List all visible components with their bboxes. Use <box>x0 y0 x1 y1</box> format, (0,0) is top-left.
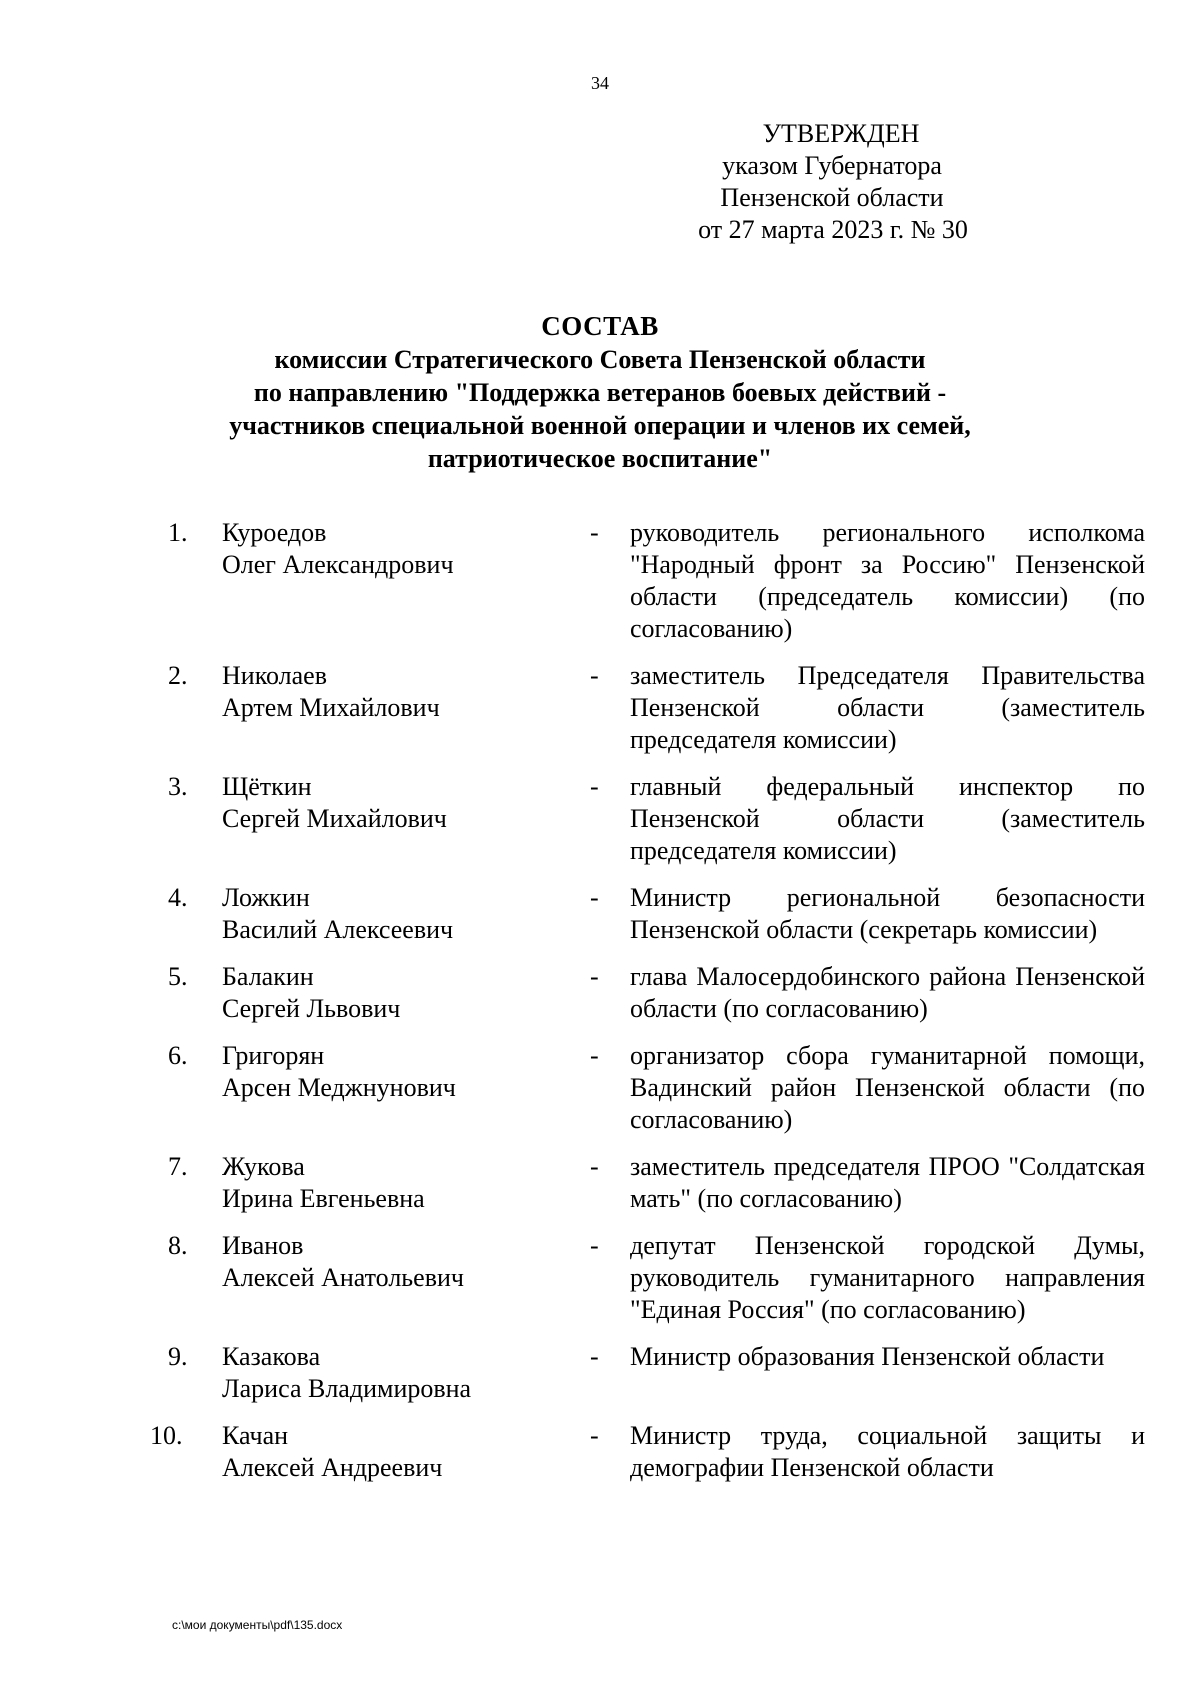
page-number: 34 <box>591 73 609 93</box>
member-number: 1. <box>168 518 188 547</box>
member-role: глава Малосердобинского района Пензенской области (по согласованию) <box>630 962 1145 1023</box>
member-role: заместитель Председателя Правительства Пензенской области (заместитель председателя комиссии) <box>630 661 1145 754</box>
member-surname: Щёткин <box>222 772 312 801</box>
member-given-names: Сергей Михайлович <box>222 804 447 833</box>
member-surname: Николаев <box>222 661 327 690</box>
member-item <box>150 1341 1145 1405</box>
member-role: заместитель председателя ПРОО "Солдатская мать" (по согласованию) <box>630 1152 1145 1213</box>
member-number: 7. <box>168 1152 188 1181</box>
member-item <box>150 1230 1145 1326</box>
member-surname: Качан <box>222 1421 289 1450</box>
member-name <box>222 961 590 1025</box>
approval-line-approved: УТВЕРЖДЕН <box>762 119 920 148</box>
member-dash: - <box>590 883 599 912</box>
member-surname: Григорян <box>222 1041 325 1070</box>
footer-file-path: c:\мои документы\pdf\135.docx <box>172 1618 343 1632</box>
member-dash: - <box>590 1041 599 1070</box>
member-name <box>222 1230 590 1326</box>
member-name <box>222 1420 590 1484</box>
approval-stamp <box>642 118 1022 246</box>
member-dash: - <box>590 962 599 991</box>
member-number: 6. <box>168 1041 188 1070</box>
member-role: Министр региональной безопасности Пензенской области (секретарь комиссии) <box>630 883 1145 944</box>
member-role: главный федеральный инспектор по Пензенской области (заместитель председателя комиссии) <box>630 772 1145 865</box>
member-dash: - <box>590 1421 599 1450</box>
member-number: 4. <box>168 883 188 912</box>
member-surname: Иванов <box>222 1231 304 1260</box>
member-item <box>150 961 1145 1025</box>
approval-line-date: от 27 марта 2023 г. № 30 <box>698 215 968 244</box>
member-item <box>150 1151 1145 1215</box>
document-title: СОСТАВ <box>541 311 659 341</box>
member-dash: - <box>590 1152 599 1181</box>
heading-line-2: по направлению "Поддержка ветеранов боевых действий - <box>253 378 947 407</box>
approval-line-decree: указом Губернатора <box>722 151 942 180</box>
member-given-names: Василий Алексеевич <box>222 915 454 944</box>
member-given-names: Арсен Меджнунович <box>222 1073 456 1102</box>
member-number: 3. <box>168 772 188 801</box>
member-role: депутат Пензенской городской Думы, руководитель гуманитарного направления "Единая Россия" (по согласованию) <box>630 1231 1145 1324</box>
member-number: 2. <box>168 661 188 690</box>
member-item <box>150 1040 1145 1136</box>
member-name <box>222 1341 590 1405</box>
member-name <box>222 1040 590 1136</box>
member-item <box>150 771 1145 867</box>
member-dash: - <box>590 1342 599 1371</box>
member-surname: Ложкин <box>222 883 310 912</box>
member-number: 5. <box>168 962 188 991</box>
member-role: Министр труда, социальной защиты и демографии Пензенской области <box>630 1421 1145 1482</box>
member-name <box>222 771 590 867</box>
member-number: 10. <box>150 1421 183 1450</box>
member-given-names: Ирина Евгеньевна <box>222 1184 425 1213</box>
member-name <box>222 517 590 645</box>
member-dash: - <box>590 1231 599 1260</box>
member-surname: Казакова <box>222 1342 321 1371</box>
member-name <box>222 660 590 756</box>
member-dash: - <box>590 772 599 801</box>
member-item <box>150 1420 1145 1484</box>
member-given-names: Алексей Анатольевич <box>222 1263 464 1292</box>
member-role: Министр образования Пензенской области <box>630 1342 1105 1371</box>
member-item <box>150 882 1145 946</box>
member-given-names: Сергей Львович <box>222 994 401 1023</box>
member-given-names: Олег Александрович <box>222 550 454 579</box>
member-name <box>222 882 590 946</box>
member-number: 9. <box>168 1342 188 1371</box>
member-dash: - <box>590 518 599 547</box>
member-item <box>150 517 1145 645</box>
member-number: 8. <box>168 1231 188 1260</box>
member-surname: Куроедов <box>222 518 327 547</box>
member-role: руководитель регионального исполкома "Народный фронт за Россию" Пензенской области (председатель комиссии) (по согласованию) <box>630 518 1145 643</box>
heading-line-3: участников специальной военной операции и членов их семей, <box>229 411 971 440</box>
document-heading <box>0 310 1200 475</box>
heading-line-1: комиссии Стратегического Совета Пензенской области <box>274 345 926 374</box>
member-dash: - <box>590 661 599 690</box>
member-given-names: Артем Михайлович <box>222 693 440 722</box>
heading-line-4: патриотическое воспитание" <box>427 444 773 473</box>
member-given-names: Алексей Андреевич <box>222 1453 443 1482</box>
member-role: организатор сбора гуманитарной помощи, Вадинский район Пензенской области (по согласованию) <box>630 1041 1145 1134</box>
approval-line-region: Пензенской области <box>720 183 944 212</box>
member-surname: Балакин <box>222 962 314 991</box>
member-item <box>150 660 1145 756</box>
member-list <box>150 517 1145 1499</box>
member-name <box>222 1151 590 1215</box>
member-surname: Жукова <box>222 1152 305 1181</box>
member-given-names: Лариса Владимировна <box>222 1374 472 1403</box>
